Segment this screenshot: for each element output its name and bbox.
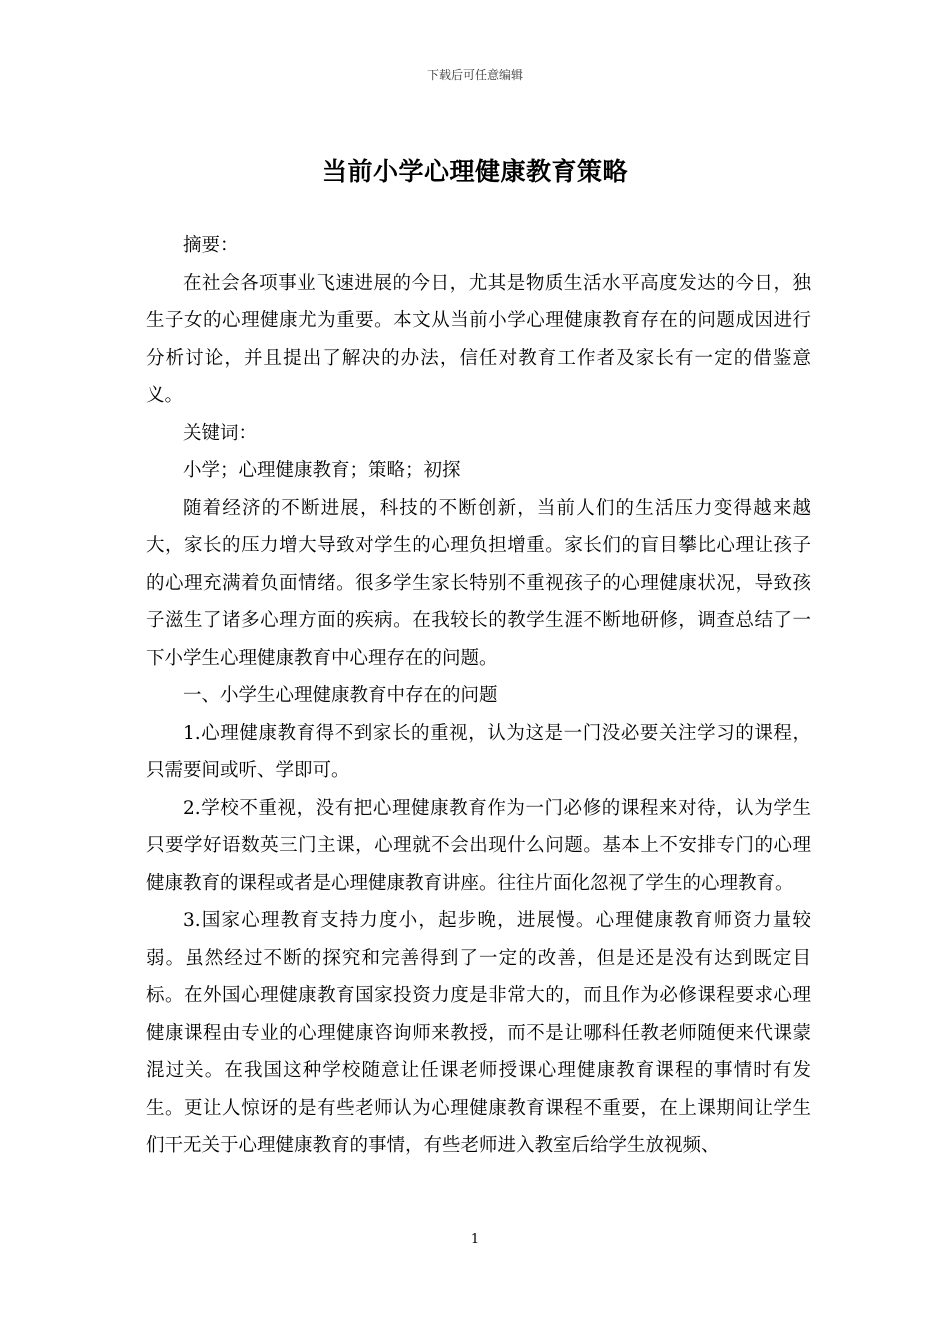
abstract-paragraph: 在社会各项事业飞速进展的今日，尤其是物质生活水平高度发达的今日，独生子女的心理健康尤为重要。本文从当前小学心理健康教育存在的问题成因进行分析讨论，并且提出了解决的办法，信任对教育工作者及家长有一定的借鉴意义。 bbox=[146, 272, 811, 406]
keywords-heading: 关键词： bbox=[183, 422, 258, 444]
list-item-2: 2.学校不重视，没有把心理健康教育作为一门必修的课程来对待，认为学生只要学好语数英三门主课，心理就不会出现什么问题。基本上不安排专门的心理健康教育的课程或者是心理健康教育讲座。往往片面化忽视了学生的心理教育。 bbox=[146, 797, 811, 894]
keywords-list: 小学；心理健康教育；策略；初探 bbox=[183, 460, 461, 481]
page-number: 1 bbox=[470, 1232, 480, 1247]
abstract-heading: 摘要： bbox=[183, 235, 239, 256]
list-item-3: 3.国家心理教育支持力度小，起步晚，进展慢。心理健康教育师资力量较弱。虽然经过不断的探究和完善得到了一定的改善，但是还是没有达到既定目标。在外国心理健康教育国家投资力度是非常大的，而且作为必修课程要求心理健康课程由专业的心理健康咨询师来教授，而不是让哪科任教老师随便来代课蒙混过关。在我国这种学校随意让任课老师授课心理健康教育课程的事情时有发生。更让人惊讶的是有些老师认为心理健康教育课程不重要，在上课期间让学生们干无关于心理健康教育的事情，有些老师进入教室后给学生放视频、 bbox=[146, 910, 811, 1156]
intro-paragraph: 随着经济的不断进展，科技的不断创新，当前人们的生活压力变得越来越大，家长的压力增大导致对学生的心理负担增重。家长们的盲目攀比心理让孩子的心理充满着负面情绪。很多学生家长特别不重视孩子的心理健康状况，导致孩子滋生了诸多心理方面的疾病。在我较长的教学生涯不断地研修，调查总结了一下小学生心理健康教育中心理存在的问题。 bbox=[146, 497, 811, 669]
document-body bbox=[146, 227, 811, 1165]
section-heading-1: 一、小学生心理健康教育中存在的问题 bbox=[183, 685, 498, 706]
list-item-1: 1.心理健康教育得不到家长的重视，认为这是一门没必要关注学习的课程，只需要间或听、学即可。 bbox=[146, 722, 811, 781]
header-note: 下载后可任意编辑 bbox=[426, 68, 523, 82]
document-title: 当前小学心理健康教育策略 bbox=[321, 157, 628, 186]
